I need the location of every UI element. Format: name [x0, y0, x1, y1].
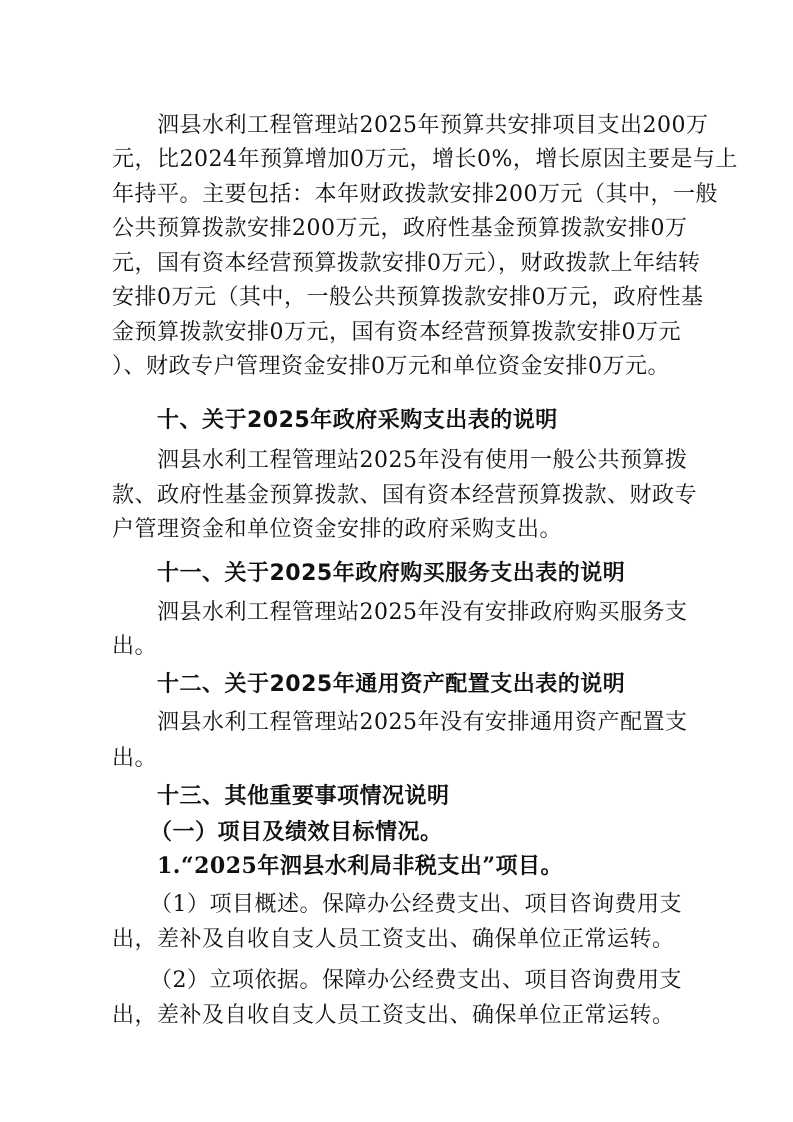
paragraph-line: 元，国有资本经营预算拨款安排0万元），财政拨款上年结转 — [112, 251, 701, 276]
paragraph-line: 年持平。主要包括：本年财政拨款安排200万元（其中，一般 — [112, 182, 718, 207]
paragraph-line: （1）项目概述。保障办公经费支出、项目咨询费用支 — [150, 892, 682, 917]
section-heading: 十二、关于2025年通用资产配置支出表的说明 — [157, 672, 626, 697]
item-heading: 1.“2025年泗县水利局非税支出”项目。 — [157, 853, 564, 879]
paragraph-line: （2）立项依据。保障办公经费支出、项目咨询费用支 — [150, 968, 682, 993]
paragraph-line: 金预算拨款安排0万元，国有资本经营预算拨款安排0万元 — [112, 320, 681, 345]
paragraph-line: 元，比2024年预算增加0万元，增长0%，增长原因主要是与上 — [112, 147, 738, 172]
paragraph-line: 出。 — [112, 634, 158, 659]
paragraph-line: 款、政府性基金预算拨款、国有资本经营预算拨款、财政专 — [112, 483, 698, 508]
paragraph-line: ）、财政专户管理资金安排0万元和单位资金安排0万元。 — [112, 354, 670, 379]
paragraph-line: 出，差补及自收自支人员工资支出、确保单位正常运转。 — [112, 1003, 675, 1028]
paragraph-line: 泗县水利工程管理站2025年没有安排通用资产配置支 — [157, 710, 688, 735]
paragraph-line: 公共预算拨款安排200万元，政府性基金预算拨款安排0万 — [112, 216, 688, 241]
paragraph-line: 泗县水利工程管理站2025年预算共安排项目支出200万 — [157, 113, 709, 138]
paragraph-line: 户管理资金和单位资金安排的政府采购支出。 — [112, 517, 563, 542]
section-heading: 十、关于2025年政府采购支出表的说明 — [157, 408, 558, 433]
section-heading: 十一、关于2025年政府购买服务支出表的说明 — [157, 561, 626, 586]
subsection-heading: （一）项目及绩效目标情况。 — [150, 819, 443, 845]
paragraph-line: 出，差补及自收自支人员工资支出、确保单位正常运转。 — [112, 927, 675, 952]
section-heading: 十三、其他重要事项情况说明 — [157, 784, 450, 809]
paragraph-line: 泗县水利工程管理站2025年没有安排政府购买服务支 — [157, 600, 688, 625]
paragraph-line: 出。 — [112, 746, 158, 771]
paragraph-line: 泗县水利工程管理站2025年没有使用一般公共预算拨 — [157, 448, 688, 473]
paragraph-line: 安排0万元（其中，一般公共预算拨款安排0万元，政府性基 — [112, 285, 704, 310]
